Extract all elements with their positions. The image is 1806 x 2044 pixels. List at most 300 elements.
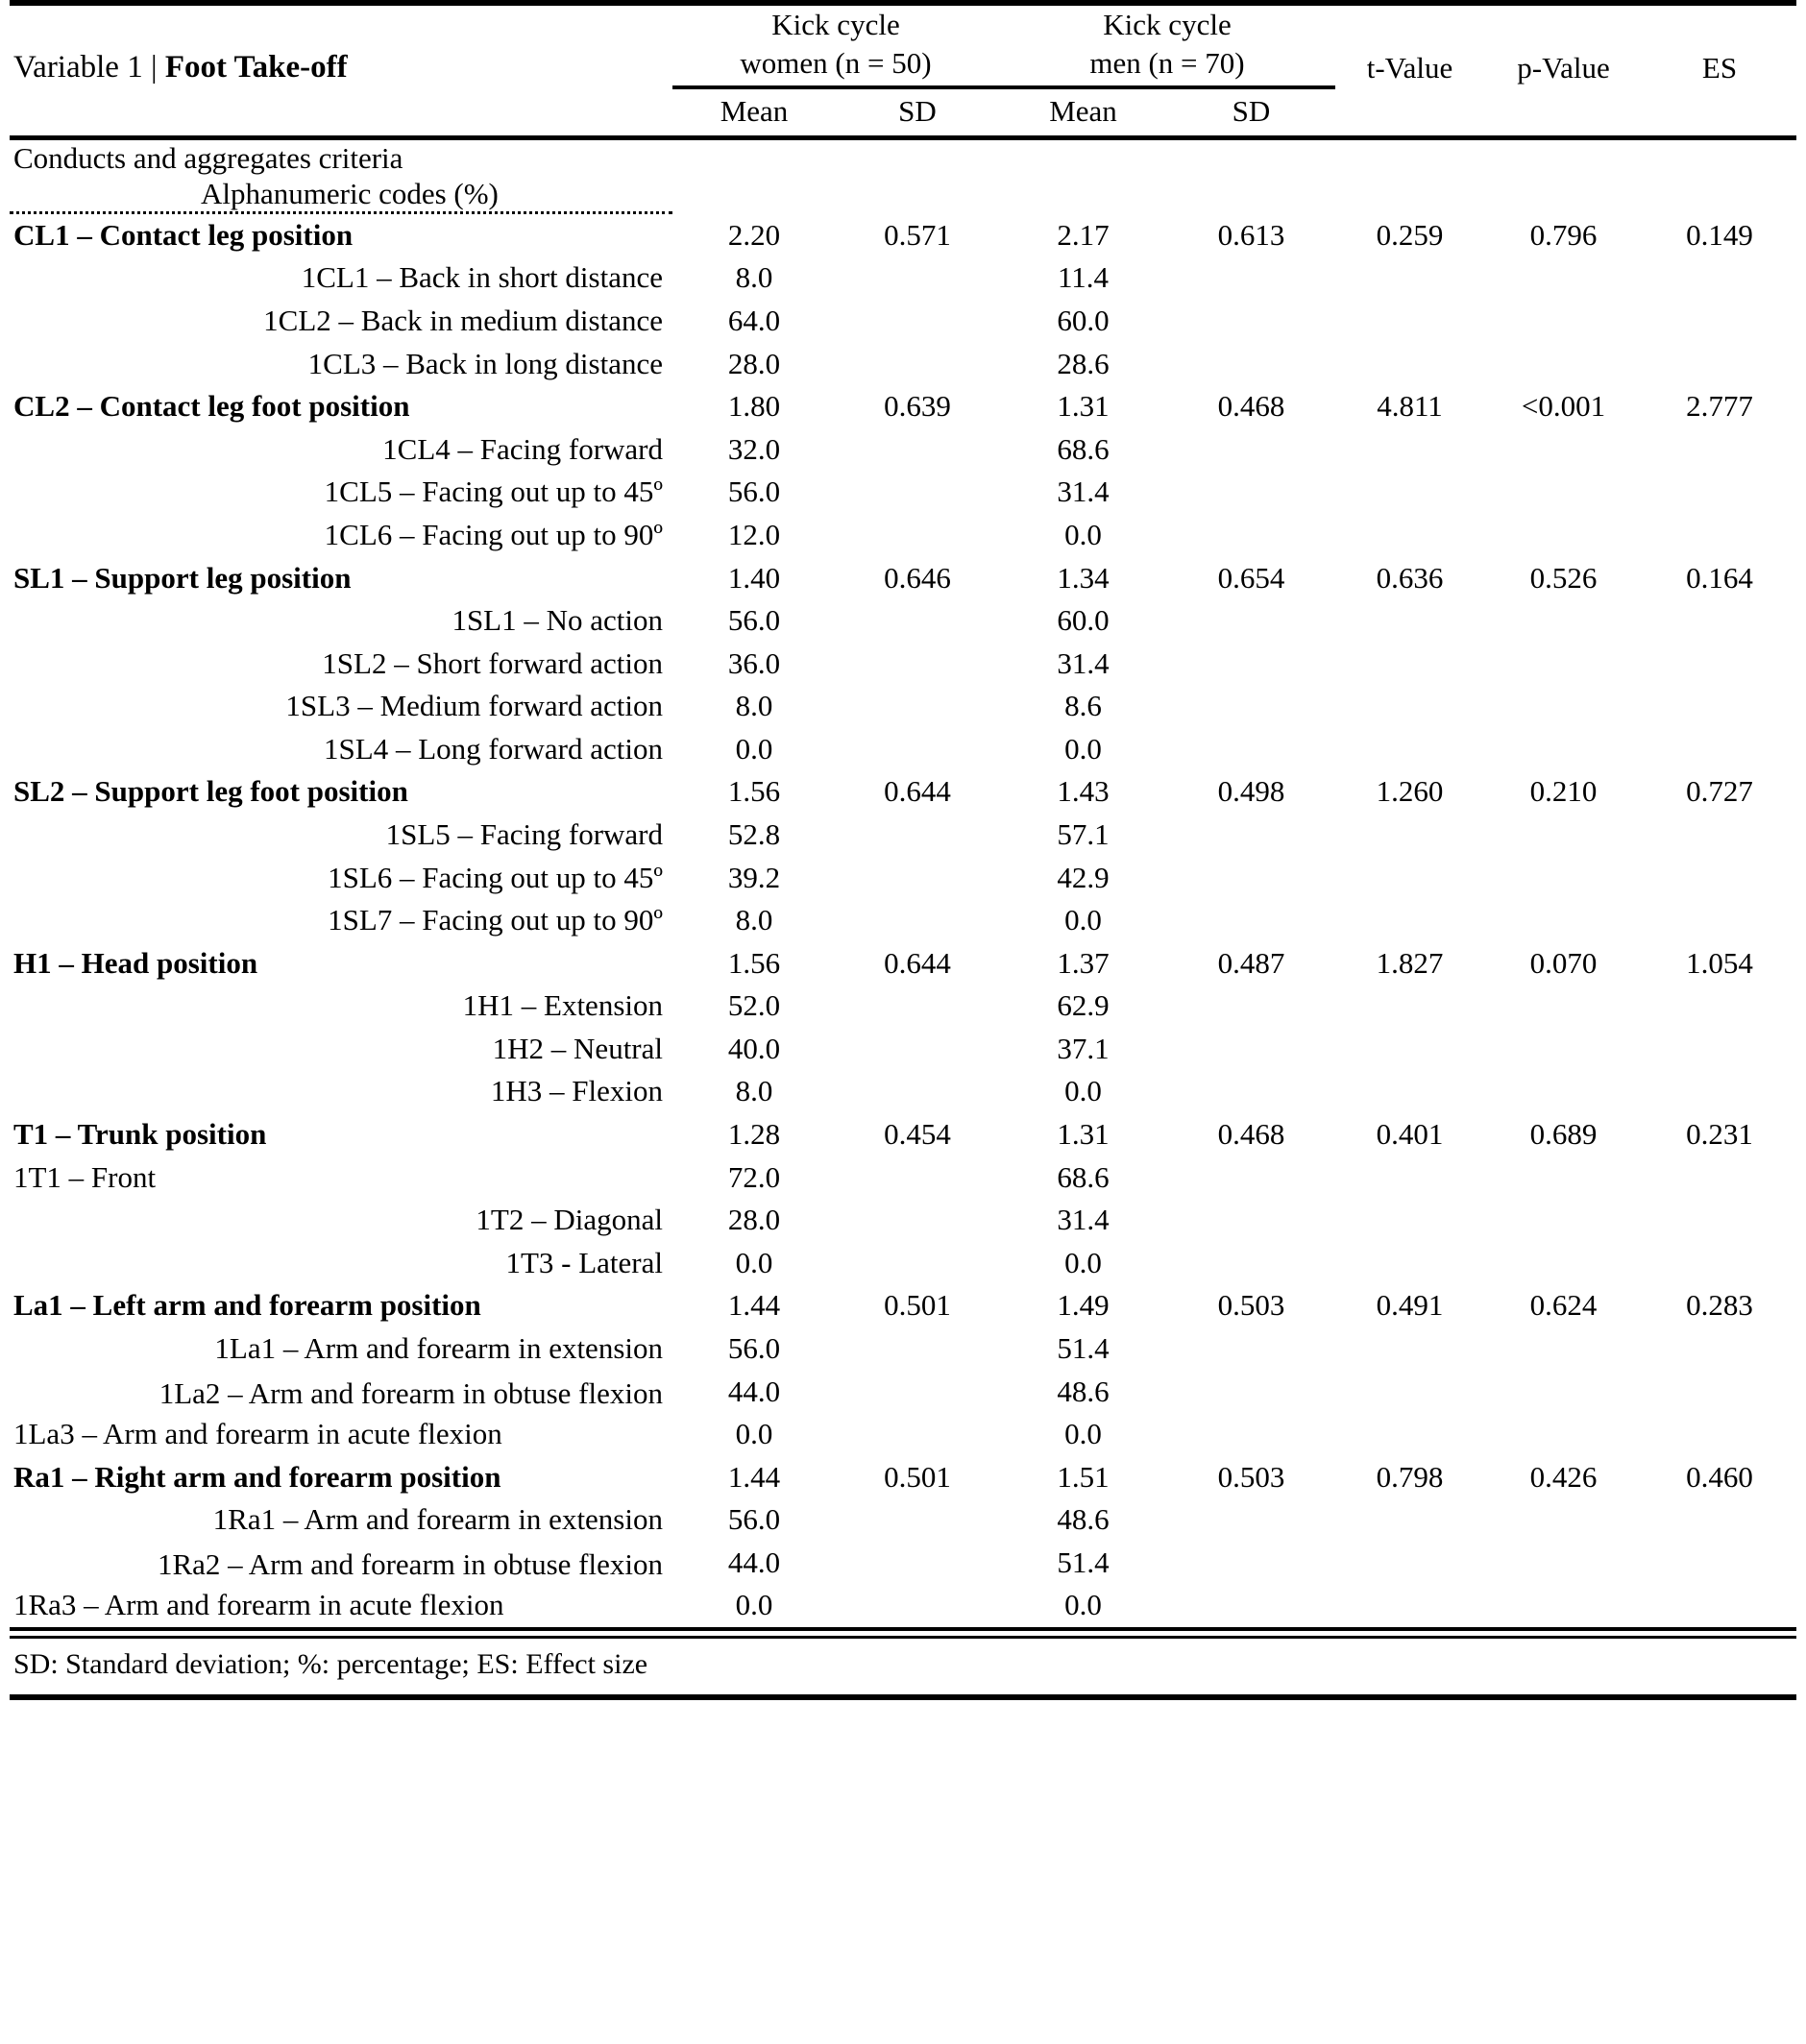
cell-t-value xyxy=(1335,1028,1484,1071)
cell-t-value: 0.401 xyxy=(1376,1117,1444,1152)
cell-sd-women xyxy=(836,1156,999,1200)
cell-sd-women xyxy=(836,985,999,1028)
cell-p-value: 0.526 xyxy=(1529,560,1598,595)
cell-sd-women xyxy=(836,428,999,472)
table-row xyxy=(10,428,1796,472)
table-row xyxy=(10,685,1796,728)
cell-mean-women: 1.40 xyxy=(727,560,781,595)
cell-t-value: 0.636 xyxy=(1376,560,1444,595)
row-label-sub: 1Ra1 – Arm and forearm in extension xyxy=(212,1502,663,1537)
table-row xyxy=(10,770,1796,814)
group-women-line2: women (n = 50) xyxy=(740,45,932,80)
cell-es xyxy=(1643,256,1796,300)
cell-p-value xyxy=(1484,1156,1643,1200)
cell-mean-women: 52.0 xyxy=(727,988,781,1023)
cell-sd-women xyxy=(836,643,999,686)
table-row xyxy=(10,985,1796,1028)
cell-p-value xyxy=(1484,728,1643,771)
cell-es xyxy=(1643,1584,1796,1629)
cell-sd-men: 0.468 xyxy=(1217,389,1285,424)
cell-es: 0.231 xyxy=(1686,1117,1753,1152)
cell-t-value: 1.827 xyxy=(1376,945,1444,980)
row-label-main: La1 – Left arm and forearm position xyxy=(13,1288,481,1323)
row-label-main: Ra1 – Right arm and forearm position xyxy=(13,1459,501,1494)
section-title-cell xyxy=(10,140,1796,211)
group-women-line1: Kick cycle xyxy=(771,8,900,41)
cell-p-value xyxy=(1484,1028,1643,1071)
row-label-sub: 1SL3 – Medium forward action xyxy=(285,689,663,723)
cell-t-value xyxy=(1335,1199,1484,1242)
cell-es xyxy=(1643,1371,1796,1414)
header-mean-men: Mean xyxy=(1049,94,1117,129)
cell-p-value xyxy=(1484,343,1643,386)
cell-es: 0.460 xyxy=(1686,1459,1753,1494)
row-label-main: H1 – Head position xyxy=(13,945,258,980)
cell-es xyxy=(1643,814,1796,857)
row-label-sub: 1SL2 – Short forward action xyxy=(322,645,663,680)
cell-sd-women xyxy=(836,1070,999,1113)
cell-mean-men: 48.6 xyxy=(1057,1502,1110,1537)
cell-sd-women xyxy=(836,1242,999,1285)
cell-sd-men xyxy=(1167,899,1335,942)
cell-es: 0.149 xyxy=(1686,217,1753,252)
cell-p-value: 0.689 xyxy=(1529,1117,1598,1152)
row-label-sub: 1Ra2 – Arm and forearm in obtuse flexion xyxy=(157,1547,663,1582)
cell-mean-women: 8.0 xyxy=(735,1074,773,1108)
cell-mean-women: 0.0 xyxy=(735,1588,773,1622)
statistics-table xyxy=(10,0,1796,1700)
cell-mean-women: 44.0 xyxy=(727,1545,781,1579)
row-label-sub: 1T2 – Diagonal xyxy=(476,1203,663,1237)
row-label-sub: 1T3 - Lateral xyxy=(505,1245,663,1279)
cell-t-value xyxy=(1335,814,1484,857)
cell-mean-women: 0.0 xyxy=(735,731,773,766)
cell-p-value xyxy=(1484,1242,1643,1285)
table-row xyxy=(10,343,1796,386)
cell-mean-men: 31.4 xyxy=(1057,474,1110,509)
cell-mean-women: 64.0 xyxy=(727,304,781,338)
cell-sd-women xyxy=(836,857,999,900)
cell-es xyxy=(1643,471,1796,514)
cell-es xyxy=(1643,685,1796,728)
cell-sd-men xyxy=(1167,1327,1335,1371)
cell-es xyxy=(1643,1498,1796,1542)
header-group-men xyxy=(999,6,1335,87)
cell-mean-women: 56.0 xyxy=(727,603,781,638)
cell-mean-women: 39.2 xyxy=(727,860,781,894)
cell-mean-women: 44.0 xyxy=(727,1374,781,1408)
cell-sd-women xyxy=(836,514,999,557)
cell-p-value xyxy=(1484,599,1643,643)
variable-label: Variable 1 | xyxy=(13,49,165,85)
header-t-value: t-Value xyxy=(1366,50,1453,85)
cell-mean-men: 48.6 xyxy=(1057,1374,1110,1408)
cell-t-value xyxy=(1335,1242,1484,1285)
cell-es xyxy=(1643,343,1796,386)
cell-mean-men: 8.6 xyxy=(1064,689,1102,723)
row-label-sub: 1CL4 – Facing forward xyxy=(382,431,663,466)
cell-es xyxy=(1643,985,1796,1028)
cell-mean-women: 1.44 xyxy=(727,1459,781,1494)
cell-p-value xyxy=(1484,685,1643,728)
cell-sd-women xyxy=(836,728,999,771)
cell-mean-women: 8.0 xyxy=(735,689,773,723)
header-mean-women: Mean xyxy=(720,94,789,129)
cell-sd-women xyxy=(836,1542,999,1585)
cell-mean-men: 0.0 xyxy=(1064,1417,1102,1451)
cell-p-value xyxy=(1484,857,1643,900)
cell-mean-men: 1.37 xyxy=(1057,945,1110,980)
table-row xyxy=(10,1284,1796,1327)
table-row xyxy=(10,256,1796,300)
cell-p-value xyxy=(1484,1584,1643,1629)
cell-sd-women: 0.644 xyxy=(884,945,951,980)
header-group-women xyxy=(672,6,999,87)
cell-sd-men xyxy=(1167,1028,1335,1071)
cell-mean-men: 1.49 xyxy=(1057,1288,1110,1323)
cell-sd-women xyxy=(836,1584,999,1629)
cell-p-value xyxy=(1484,471,1643,514)
cell-t-value xyxy=(1335,1584,1484,1629)
cell-t-value xyxy=(1335,343,1484,386)
table-row xyxy=(10,514,1796,557)
cell-p-value xyxy=(1484,1542,1643,1585)
cell-t-value xyxy=(1335,728,1484,771)
row-label-sub: 1La2 – Arm and forearm in obtuse flexion xyxy=(159,1376,663,1411)
cell-sd-women: 0.501 xyxy=(884,1459,951,1494)
cell-mean-women: 56.0 xyxy=(727,474,781,509)
cell-mean-men: 28.6 xyxy=(1057,346,1110,380)
cell-sd-men xyxy=(1167,300,1335,343)
cell-sd-women xyxy=(836,343,999,386)
row-label-sub: 1La3 – Arm and forearm in acute flexion xyxy=(13,1417,502,1451)
variable-name: Foot Take-off xyxy=(164,49,348,85)
cell-mean-women: 40.0 xyxy=(727,1031,781,1065)
header-sd-women: SD xyxy=(898,94,937,129)
cell-sd-men xyxy=(1167,471,1335,514)
header-p-value: p-Value xyxy=(1517,50,1610,85)
cell-es: 1.054 xyxy=(1686,945,1753,980)
cell-sd-men xyxy=(1167,514,1335,557)
cell-sd-women: 0.644 xyxy=(884,774,951,809)
cell-mean-men: 2.17 xyxy=(1057,217,1110,252)
cell-es: 0.727 xyxy=(1686,774,1753,809)
cell-t-value xyxy=(1335,1542,1484,1585)
cell-sd-women xyxy=(836,1371,999,1414)
cell-p-value xyxy=(1484,1199,1643,1242)
cell-mean-men: 1.43 xyxy=(1057,774,1110,809)
cell-es xyxy=(1643,1156,1796,1200)
cell-sd-women xyxy=(836,814,999,857)
cell-mean-men: 60.0 xyxy=(1057,603,1110,638)
cell-es xyxy=(1643,899,1796,942)
cell-sd-men xyxy=(1167,1070,1335,1113)
cell-sd-women: 0.646 xyxy=(884,560,951,595)
cell-p-value xyxy=(1484,899,1643,942)
cell-mean-men: 0.0 xyxy=(1064,903,1102,937)
cell-mean-women: 56.0 xyxy=(727,1330,781,1365)
cell-mean-women: 1.44 xyxy=(727,1288,781,1323)
cell-mean-men: 37.1 xyxy=(1057,1031,1110,1065)
row-label-sub: 1CL3 – Back in long distance xyxy=(307,346,663,380)
table-row xyxy=(10,212,1796,256)
variable-title-cell xyxy=(10,6,672,137)
table-row xyxy=(10,385,1796,428)
header-es: ES xyxy=(1701,50,1738,85)
row-label-sub: 1CL1 – Back in short distance xyxy=(301,260,663,295)
row-label-sub: 1H3 – Flexion xyxy=(490,1074,663,1108)
cell-sd-men xyxy=(1167,857,1335,900)
cell-t-value xyxy=(1335,1327,1484,1371)
cell-mean-women: 0.0 xyxy=(735,1417,773,1451)
header-group-row xyxy=(10,6,1796,87)
rule-bottom xyxy=(10,1697,1796,1700)
row-label-sub: 1SL1 – No action xyxy=(452,603,663,638)
table-row xyxy=(10,643,1796,686)
table-row xyxy=(10,599,1796,643)
cell-p-value xyxy=(1484,985,1643,1028)
cell-mean-women: 12.0 xyxy=(727,517,781,551)
cell-t-value: 0.491 xyxy=(1376,1288,1444,1323)
table-row xyxy=(10,814,1796,857)
cell-t-value xyxy=(1335,471,1484,514)
row-label-main: SL2 – Support leg foot position xyxy=(13,774,408,809)
cell-es: 2.777 xyxy=(1686,389,1753,424)
cell-mean-men: 68.6 xyxy=(1057,1159,1110,1194)
table-row xyxy=(10,557,1796,600)
cell-mean-men: 62.9 xyxy=(1057,988,1110,1023)
table-row xyxy=(10,1542,1796,1585)
cell-sd-men xyxy=(1167,1371,1335,1414)
group-men-line1: Kick cycle xyxy=(1103,8,1232,41)
cell-sd-women xyxy=(836,1413,999,1456)
cell-sd-women xyxy=(836,899,999,942)
cell-es xyxy=(1643,1413,1796,1456)
cell-sd-men xyxy=(1167,1199,1335,1242)
cell-p-value xyxy=(1484,1413,1643,1456)
cell-es xyxy=(1643,1242,1796,1285)
cell-mean-women: 28.0 xyxy=(727,346,781,380)
cell-es xyxy=(1643,514,1796,557)
cell-mean-women: 32.0 xyxy=(727,431,781,466)
section-title-row xyxy=(10,140,1796,211)
header-sd-men: SD xyxy=(1232,94,1271,129)
table-row xyxy=(10,1456,1796,1499)
cell-p-value xyxy=(1484,814,1643,857)
table-row xyxy=(10,1371,1796,1414)
table-row xyxy=(10,1070,1796,1113)
cell-sd-men xyxy=(1167,428,1335,472)
table-row xyxy=(10,1413,1796,1456)
cell-t-value xyxy=(1335,685,1484,728)
cell-mean-men: 57.1 xyxy=(1057,817,1110,851)
cell-es xyxy=(1643,599,1796,643)
section-line-2: Alphanumeric codes (%) xyxy=(201,176,499,210)
row-label-sub: 1SL6 – Facing out up to 45º xyxy=(328,860,663,894)
table-row xyxy=(10,857,1796,900)
table-row xyxy=(10,728,1796,771)
table-body xyxy=(10,212,1796,1629)
cell-p-value xyxy=(1484,1371,1643,1414)
table-row xyxy=(10,1242,1796,1285)
cell-sd-women xyxy=(836,256,999,300)
table-row xyxy=(10,1028,1796,1071)
cell-sd-men xyxy=(1167,1242,1335,1285)
table-row xyxy=(10,1584,1796,1629)
cell-mean-men: 0.0 xyxy=(1064,1245,1102,1279)
cell-sd-women xyxy=(836,1327,999,1371)
cell-t-value xyxy=(1335,256,1484,300)
cell-t-value: 1.260 xyxy=(1376,774,1444,809)
cell-sd-women: 0.454 xyxy=(884,1117,951,1152)
cell-p-value: 0.426 xyxy=(1529,1459,1598,1494)
cell-p-value xyxy=(1484,643,1643,686)
cell-t-value: 4.811 xyxy=(1377,389,1443,424)
cell-sd-men: 0.503 xyxy=(1217,1459,1285,1494)
cell-sd-men xyxy=(1167,1413,1335,1456)
table-row xyxy=(10,942,1796,986)
cell-sd-men xyxy=(1167,1498,1335,1542)
cell-sd-men: 0.654 xyxy=(1217,560,1285,595)
row-label-main: T1 – Trunk position xyxy=(13,1117,267,1152)
cell-sd-women xyxy=(836,1498,999,1542)
cell-sd-women xyxy=(836,685,999,728)
cell-mean-women: 28.0 xyxy=(727,1203,781,1237)
cell-es xyxy=(1643,1542,1796,1585)
table-row xyxy=(10,1498,1796,1542)
cell-p-value: 0.070 xyxy=(1529,945,1598,980)
cell-p-value xyxy=(1484,428,1643,472)
row-label-sub: 1T1 – Front xyxy=(13,1159,157,1194)
cell-mean-women: 1.28 xyxy=(727,1117,781,1152)
cell-es xyxy=(1643,1028,1796,1071)
cell-mean-men: 51.4 xyxy=(1057,1330,1110,1365)
cell-mean-men: 0.0 xyxy=(1064,731,1102,766)
rule-footnote-top xyxy=(10,1629,1796,1638)
cell-mean-men: 31.4 xyxy=(1057,1203,1110,1237)
table-row xyxy=(10,1156,1796,1200)
cell-p-value: 0.210 xyxy=(1529,774,1598,809)
group-men-line2: men (n = 70) xyxy=(1089,45,1245,80)
cell-es xyxy=(1643,1327,1796,1371)
cell-t-value xyxy=(1335,643,1484,686)
cell-sd-men xyxy=(1167,985,1335,1028)
cell-t-value xyxy=(1335,1070,1484,1113)
cell-mean-women: 52.8 xyxy=(727,817,781,851)
cell-p-value: <0.001 xyxy=(1521,389,1606,424)
cell-mean-women: 1.80 xyxy=(727,389,781,424)
cell-es: 0.283 xyxy=(1686,1288,1753,1323)
table-row xyxy=(10,1327,1796,1371)
cell-sd-men xyxy=(1167,1584,1335,1629)
cell-sd-men xyxy=(1167,643,1335,686)
cell-es xyxy=(1643,728,1796,771)
cell-sd-women xyxy=(836,1199,999,1242)
row-label-sub: 1SL5 – Facing forward xyxy=(385,817,663,851)
row-label-sub: 1SL7 – Facing out up to 90º xyxy=(328,903,663,937)
cell-sd-men: 0.487 xyxy=(1217,945,1285,980)
cell-mean-men: 1.31 xyxy=(1057,1117,1110,1152)
cell-sd-women xyxy=(836,300,999,343)
row-label-sub: 1Ra3 – Arm and forearm in acute flexion xyxy=(13,1588,504,1622)
cell-mean-women: 1.56 xyxy=(727,945,781,980)
cell-sd-women xyxy=(836,599,999,643)
cell-t-value xyxy=(1335,899,1484,942)
cell-t-value: 0.798 xyxy=(1376,1459,1444,1494)
cell-mean-men: 1.34 xyxy=(1057,560,1110,595)
table-row xyxy=(10,1113,1796,1156)
row-label-sub: 1CL2 – Back in medium distance xyxy=(263,304,663,338)
table-row xyxy=(10,300,1796,343)
cell-p-value xyxy=(1484,300,1643,343)
row-label-sub: 1SL4 – Long forward action xyxy=(324,731,663,766)
cell-sd-women xyxy=(836,471,999,514)
cell-sd-men: 0.613 xyxy=(1217,217,1285,252)
footnote-text: SD: Standard deviation; %: percentage; ES: Effect size xyxy=(13,1647,648,1680)
row-label-sub: 1La1 – Arm and forearm in extension xyxy=(214,1330,663,1365)
cell-p-value xyxy=(1484,256,1643,300)
cell-t-value xyxy=(1335,985,1484,1028)
cell-sd-women: 0.501 xyxy=(884,1288,951,1323)
cell-mean-men: 60.0 xyxy=(1057,304,1110,338)
cell-es xyxy=(1643,428,1796,472)
cell-sd-women: 0.571 xyxy=(884,217,951,252)
cell-mean-men: 0.0 xyxy=(1064,1074,1102,1108)
cell-sd-men xyxy=(1167,685,1335,728)
cell-p-value xyxy=(1484,514,1643,557)
cell-mean-men: 51.4 xyxy=(1057,1545,1110,1579)
cell-t-value xyxy=(1335,599,1484,643)
cell-p-value: 0.624 xyxy=(1529,1288,1598,1323)
cell-sd-men xyxy=(1167,343,1335,386)
row-label-main: SL1 – Support leg position xyxy=(13,560,352,595)
cell-p-value xyxy=(1484,1498,1643,1542)
cell-t-value: 0.259 xyxy=(1376,217,1444,252)
cell-sd-men xyxy=(1167,814,1335,857)
cell-sd-women xyxy=(836,1028,999,1071)
footnote-row xyxy=(10,1637,1796,1697)
cell-t-value xyxy=(1335,514,1484,557)
section-line-1: Conducts and aggregates criteria xyxy=(13,140,403,175)
table-row xyxy=(10,899,1796,942)
cell-mean-women: 8.0 xyxy=(735,260,773,295)
cell-mean-men: 42.9 xyxy=(1057,860,1110,894)
cell-sd-men xyxy=(1167,256,1335,300)
cell-mean-men: 31.4 xyxy=(1057,645,1110,680)
cell-t-value xyxy=(1335,1413,1484,1456)
cell-p-value xyxy=(1484,1327,1643,1371)
row-label-sub: 1H1 – Extension xyxy=(462,988,663,1023)
row-label-sub: 1CL5 – Facing out up to 45º xyxy=(324,474,663,509)
cell-es xyxy=(1643,1199,1796,1242)
cell-t-value xyxy=(1335,428,1484,472)
cell-mean-women: 2.20 xyxy=(727,217,781,252)
row-label-sub: 1H2 – Neutral xyxy=(492,1031,663,1065)
cell-es xyxy=(1643,857,1796,900)
cell-sd-men xyxy=(1167,1542,1335,1585)
cell-sd-men: 0.468 xyxy=(1217,1117,1285,1152)
table-row xyxy=(10,1199,1796,1242)
cell-mean-men: 0.0 xyxy=(1064,1588,1102,1622)
cell-mean-women: 0.0 xyxy=(735,1245,773,1279)
cell-p-value xyxy=(1484,1070,1643,1113)
cell-t-value xyxy=(1335,300,1484,343)
cell-p-value: 0.796 xyxy=(1529,217,1598,252)
cell-mean-men: 1.51 xyxy=(1057,1459,1110,1494)
row-label-main: CL1 – Contact leg position xyxy=(13,217,354,252)
cell-es xyxy=(1643,1070,1796,1113)
cell-t-value xyxy=(1335,857,1484,900)
